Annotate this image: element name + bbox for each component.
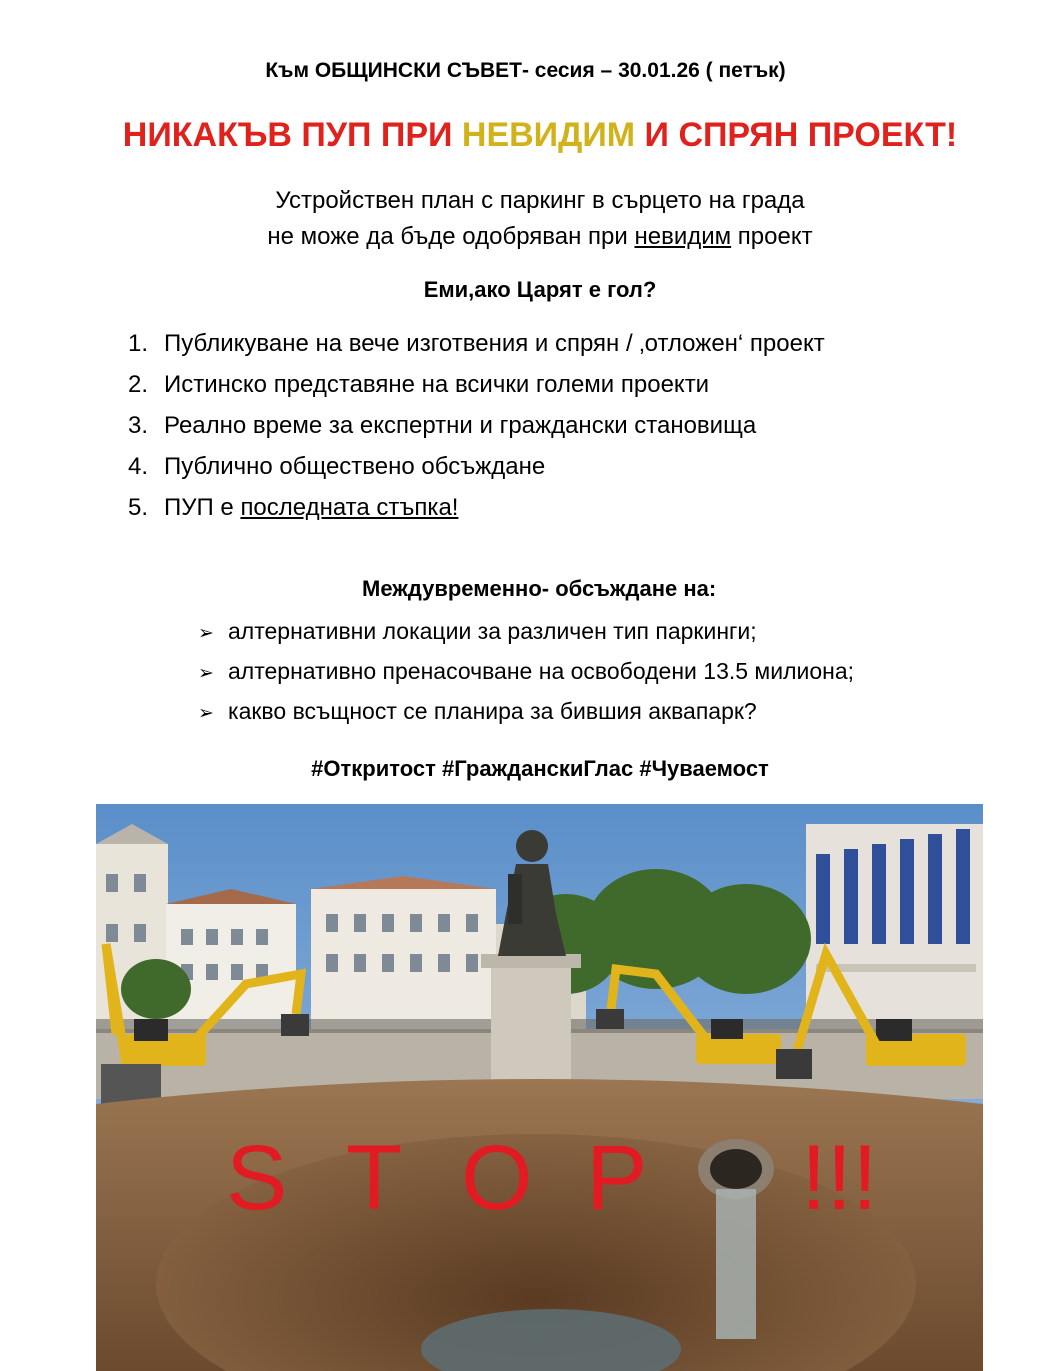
demand-underlined-text: последната стъпка! <box>240 494 459 521</box>
discussion-topics-list <box>198 616 854 736</box>
subtitle-underlined-word: невидим <box>634 223 732 250</box>
hashtags: #Откритост #ГражданскиГлас #Чуваемост <box>311 756 769 781</box>
topic-item <box>198 616 854 656</box>
demand-text: Истинско представяне на всички големи проекти <box>164 371 710 398</box>
subtitle-line-2 <box>0 219 1051 255</box>
demand-text: Публично обществено обсъждане <box>164 453 546 480</box>
demand-number: 3. <box>128 412 149 439</box>
headline <box>0 114 1051 156</box>
headline-part-1: НИКАКЪВ ПУП ПРИ <box>122 116 462 154</box>
topic-item <box>198 656 854 696</box>
subtitle-line-1: Устройствен план с паркинг в сърцето на града <box>275 187 805 214</box>
stop-letter: O <box>461 1127 533 1229</box>
demands-list <box>128 328 825 533</box>
meanwhile-heading: Междувременно- обсъждане на: <box>362 576 717 601</box>
question-heading: Еми,ако Царят е гол? <box>423 277 657 302</box>
demand-number: 1. <box>128 330 149 357</box>
topic-text: алтернативно пренасочване на освободени 13.5 милиона; <box>228 658 855 684</box>
excavation-photo <box>96 804 983 1371</box>
demand-number: 5. <box>128 494 149 521</box>
demand-number: 4. <box>128 453 149 480</box>
stop-exclamation-marks: !!! <box>801 1127 878 1229</box>
arrow-bullet-icon: ➢ <box>198 662 214 684</box>
stop-letter: S <box>226 1127 288 1229</box>
subtitle-line-2-end: проект <box>731 223 813 250</box>
headline-part-2: И СПРЯН ПРОЕКТ! <box>635 116 958 154</box>
stop-letter: P <box>586 1127 648 1229</box>
headline-highlight: НЕВИДИМ <box>461 116 636 154</box>
topic-item <box>198 696 854 736</box>
demand-item <box>128 492 825 533</box>
topic-text: алтернативни локации за различен тип паркинги; <box>228 618 757 644</box>
demand-item <box>128 328 825 369</box>
demand-text: Реално време за експертни и граждански становища <box>164 412 757 439</box>
arrow-bullet-icon: ➢ <box>198 702 214 724</box>
excavation-photo-illustration <box>96 804 983 1371</box>
subtitle-line-2-start: не може да бъде одобряван при <box>267 223 635 250</box>
topic-text: какво всъщност се планира за бившия аквапарк? <box>228 698 757 724</box>
arrow-bullet-icon: ➢ <box>198 622 214 644</box>
demand-text: Публикуване на вече изготвения и спрян / ‚отложен‘ проект <box>164 330 825 357</box>
demand-item <box>128 369 825 410</box>
document-header: Към ОБЩИНСКИ СЪВЕТ- сесия – 30.01.26 ( петък) <box>265 59 786 82</box>
demand-text: ПУП е <box>164 494 241 521</box>
subtitle <box>0 183 1051 255</box>
demand-item <box>128 451 825 492</box>
stop-letter: T <box>346 1127 403 1229</box>
demand-item <box>128 410 825 451</box>
demand-number: 2. <box>128 371 149 398</box>
